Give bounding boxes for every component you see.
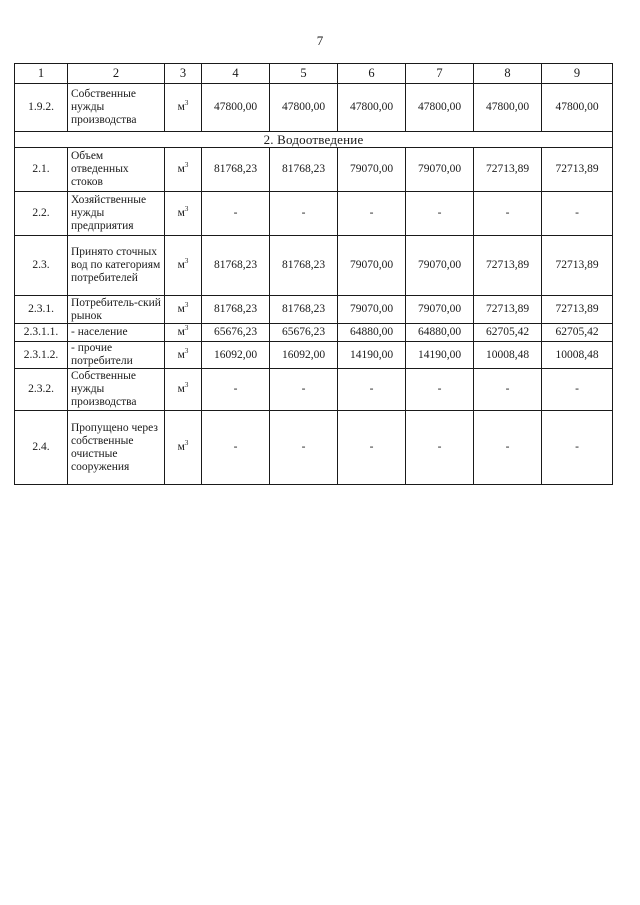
value-cell: 16092,00 [202, 342, 270, 369]
value-cell: 79070,00 [338, 148, 406, 192]
value-cell: 47800,00 [542, 84, 613, 132]
page-number: 7 [316, 33, 324, 48]
value-cell: 10008,48 [474, 342, 542, 369]
header-cell: 3 [165, 64, 202, 84]
value-cell: 81768,23 [270, 236, 338, 296]
value-cell: - [406, 369, 474, 411]
header-cell: 4 [202, 64, 270, 84]
data-table [14, 63, 613, 485]
value-cell: 72713,89 [474, 236, 542, 296]
value-cell: - [406, 192, 474, 236]
unit-label: м [177, 259, 185, 271]
table-row [15, 192, 613, 236]
value-cell: 81768,23 [202, 236, 270, 296]
value-cell: 64880,00 [406, 324, 474, 342]
row-name: Объем отведенных стоков [68, 148, 165, 192]
header-cell: 1 [15, 64, 68, 84]
value-cell: - [542, 411, 613, 485]
row-unit [165, 324, 202, 342]
table-row [15, 296, 613, 324]
value-cell: 47800,00 [270, 84, 338, 132]
value-cell: 81768,23 [270, 148, 338, 192]
value-cell: 47800,00 [406, 84, 474, 132]
row-name: Пропущено через собственные очистные сооружения [68, 411, 165, 485]
value-cell: - [338, 192, 406, 236]
value-cell: 64880,00 [338, 324, 406, 342]
value-cell: 79070,00 [406, 296, 474, 324]
value-cell: 81768,23 [270, 296, 338, 324]
value-cell: 47800,00 [474, 84, 542, 132]
value-cell: 47800,00 [202, 84, 270, 132]
value-cell: 47800,00 [338, 84, 406, 132]
value-cell: 81768,23 [202, 148, 270, 192]
value-cell: 79070,00 [406, 236, 474, 296]
row-number: 2.3.1.1. [15, 324, 68, 342]
value-cell: - [202, 369, 270, 411]
header-cell: 8 [474, 64, 542, 84]
value-cell: 65676,23 [270, 324, 338, 342]
row-name: - прочие потребители [68, 342, 165, 369]
value-cell: - [202, 192, 270, 236]
unit-exponent: 3 [184, 99, 189, 107]
value-cell: 72713,89 [542, 296, 613, 324]
value-cell: 72713,89 [542, 236, 613, 296]
unit-exponent: 3 [184, 257, 189, 265]
value-cell: - [270, 192, 338, 236]
value-cell: - [202, 411, 270, 485]
row-unit [165, 369, 202, 411]
row-name: Собственные нужды производства [68, 84, 165, 132]
value-cell: 62705,42 [474, 324, 542, 342]
row-number: 2.3.1.2. [15, 342, 68, 369]
unit-label: м [177, 348, 185, 361]
unit-label: м [177, 101, 185, 113]
table-row [15, 148, 613, 192]
value-cell: - [406, 411, 474, 485]
value-cell: - [338, 369, 406, 411]
unit-label: м [177, 303, 185, 315]
row-unit [165, 148, 202, 192]
table-row [15, 411, 613, 485]
value-cell: 72713,89 [474, 296, 542, 324]
row-unit [165, 411, 202, 485]
unit-exponent: 3 [184, 161, 189, 169]
value-cell: 79070,00 [338, 296, 406, 324]
value-cell: 72713,89 [542, 148, 613, 192]
unit-label: м [177, 441, 185, 453]
unit-label: м [177, 326, 185, 338]
table-header-row [15, 64, 613, 84]
row-unit [165, 342, 202, 369]
row-number: 1.9.2. [15, 84, 68, 132]
table-row [15, 342, 613, 369]
table-row [15, 324, 613, 342]
header-cell: 6 [338, 64, 406, 84]
value-cell: - [474, 192, 542, 236]
unit-exponent: 3 [184, 439, 189, 447]
value-cell: - [474, 411, 542, 485]
row-name: Потребитель-ский рынок [68, 296, 165, 324]
header-cell: 2 [68, 64, 165, 84]
table-body [15, 64, 613, 485]
value-cell: - [542, 192, 613, 236]
value-cell: - [542, 369, 613, 411]
unit-label: м [177, 383, 185, 395]
row-number: 2.3. [15, 236, 68, 296]
unit-exponent: 3 [184, 205, 189, 213]
row-number: 2.4. [15, 411, 68, 485]
row-name: Хозяйственные нужды предприятия [68, 192, 165, 236]
value-cell: - [474, 369, 542, 411]
row-name: Принято сточных вод по категориям потребителей [68, 236, 165, 296]
row-unit [165, 192, 202, 236]
section-row [15, 132, 613, 148]
header-cell: 9 [542, 64, 613, 84]
row-unit [165, 296, 202, 324]
table-row [15, 369, 613, 411]
unit-exponent: 3 [184, 301, 189, 309]
value-cell: - [270, 369, 338, 411]
value-cell: 72713,89 [474, 148, 542, 192]
row-number: 2.2. [15, 192, 68, 236]
value-cell: 65676,23 [202, 324, 270, 342]
value-cell: 14190,00 [406, 342, 474, 369]
row-number: 2.1. [15, 148, 68, 192]
value-cell: 62705,42 [542, 324, 613, 342]
unit-exponent: 3 [184, 346, 189, 355]
value-cell: 14190,00 [338, 342, 406, 369]
value-cell: 16092,00 [270, 342, 338, 369]
table-row [15, 236, 613, 296]
header-cell: 5 [270, 64, 338, 84]
row-number: 2.3.2. [15, 369, 68, 411]
table-row [15, 84, 613, 132]
row-unit [165, 84, 202, 132]
row-name: Собственные нужды производства [68, 369, 165, 411]
value-cell: 79070,00 [406, 148, 474, 192]
value-cell: 81768,23 [202, 296, 270, 324]
value-cell: - [270, 411, 338, 485]
unit-exponent: 3 [184, 381, 189, 389]
row-name: - население [68, 324, 165, 342]
row-unit [165, 236, 202, 296]
header-cell: 7 [406, 64, 474, 84]
unit-label: м [177, 207, 185, 219]
section-title: 2. Водоотведение [15, 132, 613, 148]
value-cell: 79070,00 [338, 236, 406, 296]
unit-exponent: 3 [184, 324, 189, 332]
value-cell: - [338, 411, 406, 485]
row-number: 2.3.1. [15, 296, 68, 324]
unit-label: м [177, 163, 185, 175]
value-cell: 10008,48 [542, 342, 613, 369]
